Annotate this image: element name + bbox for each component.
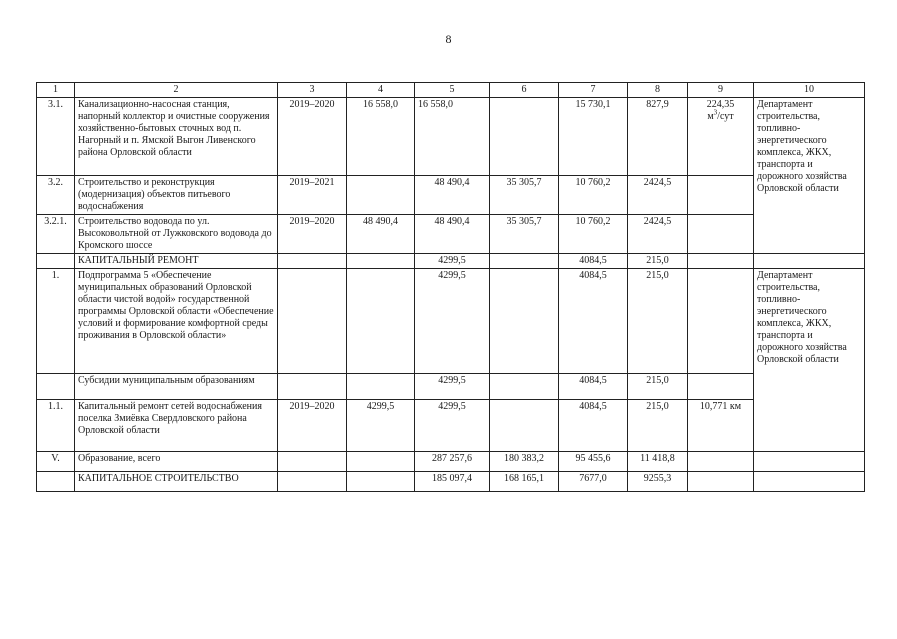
header-row: [37, 83, 865, 98]
row-value: 2424,5: [628, 176, 688, 215]
row-period: [278, 374, 347, 400]
row-value: 4084,5: [559, 400, 628, 452]
row-value: 4084,5: [559, 254, 628, 269]
row-value: 10 760,2: [559, 215, 628, 254]
row-capacity: [688, 254, 754, 269]
responsible-department: [754, 254, 865, 269]
row-number: 3.1.: [37, 98, 75, 176]
row-value: 4084,5: [559, 374, 628, 400]
row-number: 1.: [37, 269, 75, 374]
row-value: 35 305,7: [490, 176, 559, 215]
row-value: 35 305,7: [490, 215, 559, 254]
row-value: 11 418,8: [628, 452, 688, 472]
row-capacity: [688, 472, 754, 492]
row-value: 4299,5: [415, 374, 490, 400]
row-name: Капитальный ремонт сетей водоснабжения поселка Змиёвка Свердловского района Орловской области: [75, 400, 278, 452]
responsible-department: [754, 472, 865, 492]
row-value: 215,0: [628, 254, 688, 269]
responsible-department: [754, 452, 865, 472]
header-cell: 5: [415, 83, 490, 98]
row-value: 168 165,1: [490, 472, 559, 492]
row-period: 2019–2020: [278, 215, 347, 254]
header-cell: 9: [688, 83, 754, 98]
row-value: [490, 374, 559, 400]
header-cell: 10: [754, 83, 865, 98]
row-name: Канализационно-насосная станция, напорный коллектор и очистные сооружения хозяйственно-бытовых сточных вод п. Нагорный и п. Ямской Выгон Ливенского района Орловской области: [75, 98, 278, 176]
row-value: 215,0: [628, 400, 688, 452]
budget-table: [36, 82, 865, 492]
table-row: [37, 98, 865, 176]
row-capacity: [688, 452, 754, 472]
row-period: 2019–2020: [278, 98, 347, 176]
table-row: [37, 374, 865, 400]
row-value: 95 455,6: [559, 452, 628, 472]
responsible-department: Департамент строительства, топливно-энергетического комплекса, ЖКХ, транспорта и дорожного хозяйства Орловской области: [754, 269, 865, 452]
row-name: Строительство и реконструкция (модернизация) объектов питьевого водоснабжения: [75, 176, 278, 215]
row-capacity: [688, 176, 754, 215]
row-capacity: [688, 374, 754, 400]
row-value: [347, 254, 415, 269]
row-name: Строительство водовода по ул. Высоковольтной от Лужковского водовода до Кромского шоссе: [75, 215, 278, 254]
row-value: 7677,0: [559, 472, 628, 492]
row-value: [490, 254, 559, 269]
row-value: 827,9: [628, 98, 688, 176]
row-number: 1.1.: [37, 400, 75, 452]
row-value: 287 257,6: [415, 452, 490, 472]
row-capacity: [688, 269, 754, 374]
capacity-value: 224,35: [706, 99, 735, 110]
row-value: 4084,5: [559, 269, 628, 374]
row-period: [278, 269, 347, 374]
header-cell: 8: [628, 83, 688, 98]
row-value: 4299,5: [347, 400, 415, 452]
row-value: 10 760,2: [559, 176, 628, 215]
row-name: Подпрограмма 5 «Обеспечение муниципальных образований Орловской области чистой водой» государственной программы Орловской области «Обеспечение условий и формирование комфортной среды проживания в Орловской области»: [75, 269, 278, 374]
row-value: 16 558,0: [347, 98, 415, 176]
row-value: 4299,5: [415, 254, 490, 269]
row-name: Образование, всего: [75, 452, 278, 472]
header-cell: 7: [559, 83, 628, 98]
capacity-unit: $м^3$/сут: [707, 108, 734, 122]
row-value: 9255,3: [628, 472, 688, 492]
row-value: 15 730,1: [559, 98, 628, 176]
row-number: 3.2.: [37, 176, 75, 215]
table-row: [37, 400, 865, 452]
row-number: [37, 472, 75, 492]
header-cell: 1: [37, 83, 75, 98]
row-value: 16 558,0: [415, 98, 490, 176]
row-value: 4299,5: [415, 400, 490, 452]
row-period: [278, 472, 347, 492]
header-cell: 4: [347, 83, 415, 98]
table-row: [37, 254, 865, 269]
row-value: [490, 400, 559, 452]
row-value: [490, 98, 559, 176]
header-cell: 6: [490, 83, 559, 98]
row-value: 215,0: [628, 269, 688, 374]
header-cell: 3: [278, 83, 347, 98]
row-period: [278, 452, 347, 472]
row-value: 4299,5: [415, 269, 490, 374]
row-value: 48 490,4: [415, 176, 490, 215]
row-period: 2019–2021: [278, 176, 347, 215]
row-number: [37, 254, 75, 269]
row-name: Субсидии муниципальным образованиям: [75, 374, 278, 400]
row-value: 215,0: [628, 374, 688, 400]
row-number: V.: [37, 452, 75, 472]
row-value: 48 490,4: [415, 215, 490, 254]
row-capacity: [688, 98, 754, 176]
row-capacity: [688, 215, 754, 254]
row-period: 2019–2020: [278, 400, 347, 452]
row-capacity: 10,771 км: [688, 400, 754, 452]
table-row: [37, 176, 865, 215]
row-value: [347, 374, 415, 400]
row-value: 180 383,2: [490, 452, 559, 472]
page-number: 8: [445, 32, 452, 46]
table-row: [37, 269, 865, 374]
row-number: 3.2.1.: [37, 215, 75, 254]
responsible-department: Департамент строительства, топливно-энергетического комплекса, ЖКХ, транспорта и дорожного хозяйства Орловской области: [754, 98, 865, 254]
row-period: [278, 254, 347, 269]
row-name: КАПИТАЛЬНЫЙ РЕМОНТ: [75, 254, 278, 269]
table-row: [37, 215, 865, 254]
header-cell: 2: [75, 83, 278, 98]
row-value: 185 097,4: [415, 472, 490, 492]
row-value: [347, 176, 415, 215]
row-value: [347, 472, 415, 492]
row-value: [490, 269, 559, 374]
table-row: [37, 472, 865, 492]
row-number: [37, 374, 75, 400]
table-row: [37, 452, 865, 472]
row-value: 2424,5: [628, 215, 688, 254]
row-value: [347, 269, 415, 374]
row-name: КАПИТАЛЬНОЕ СТРОИТЕЛЬСТВО: [75, 472, 278, 492]
row-value: [347, 452, 415, 472]
row-value: 48 490,4: [347, 215, 415, 254]
